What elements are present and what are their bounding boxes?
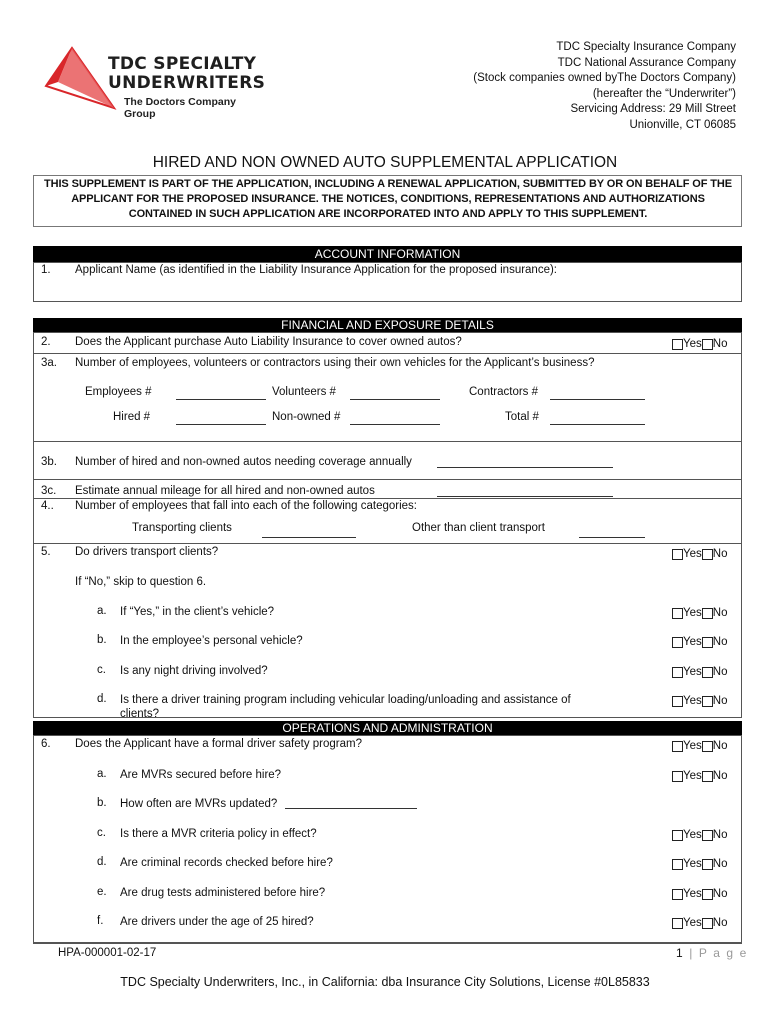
nonowned-label: Non-owned #	[272, 411, 341, 423]
q6b-text: How often are MVRs updated?	[120, 798, 278, 810]
notice-text: THIS SUPPLEMENT IS PART OF THE APPLICATION, INCLUDING A RENEWAL APPLICATION, SUBMITTED BY OR ON BEHALF OF THE APPLICANT FOR THE PROPOSED INSURANCE. THE NOTICES, CONDITIONS, REPRESENTATIONS AND AUTHORIZATIONS CONTAINED IN SUCH APPLICATION ARE INCORPORATED INTO AND APPLY TO THIS SUPPLEMENT.	[43, 178, 733, 220]
no-checkbox[interactable]	[702, 830, 713, 841]
yes-checkbox[interactable]	[672, 859, 683, 870]
total-label: Total #	[505, 411, 539, 423]
address-line: Servicing Address: 29 Mill Street	[570, 103, 736, 116]
q6a-yes-no: Yes No	[672, 770, 727, 782]
q5-yes-no: Yes No	[672, 548, 727, 560]
page-indicator	[676, 946, 748, 960]
logo-line2: UNDERWRITERS	[108, 73, 266, 93]
sub-letter: a.	[97, 768, 107, 780]
sub-letter: d.	[97, 693, 107, 705]
q5d-text: Is there a driver training program including vehicular loading/unloading and assistance of clients?	[120, 694, 571, 720]
q6b-field[interactable]	[285, 808, 417, 809]
q5a-yes-no: Yes No	[672, 607, 727, 619]
q3b-field[interactable]	[437, 467, 613, 468]
yes-checkbox[interactable]	[672, 696, 683, 707]
no-checkbox[interactable]	[702, 741, 713, 752]
q5-text: Do drivers transport clients?	[75, 546, 219, 558]
question-number: 5.	[41, 546, 51, 558]
no-checkbox[interactable]	[702, 771, 713, 782]
divider	[33, 479, 742, 480]
no-checkbox[interactable]	[702, 549, 713, 560]
yes-checkbox[interactable]	[672, 339, 683, 350]
question-number: 1.	[41, 264, 51, 276]
q5c-text: Is any night driving involved?	[120, 665, 268, 677]
page-title: HIRED AND NON OWNED AUTO SUPPLEMENTAL APPLICATION	[152, 154, 618, 171]
sub-letter: b.	[97, 797, 107, 809]
sub-letter: c.	[97, 827, 106, 839]
sub-letter: c.	[97, 664, 106, 676]
no-checkbox[interactable]	[702, 339, 713, 350]
no-checkbox[interactable]	[702, 667, 713, 678]
yes-checkbox[interactable]	[672, 637, 683, 648]
logo-line1: TDC SPECIALTY	[108, 54, 257, 74]
yes-checkbox[interactable]	[672, 667, 683, 678]
no-checkbox[interactable]	[702, 889, 713, 900]
logo-line3: The Doctors Company Group	[124, 96, 237, 120]
divider	[33, 441, 742, 442]
q6c-text: Is there a MVR criteria policy in effect?	[120, 828, 317, 840]
employees-label: Employees #	[85, 386, 152, 398]
contractors-field[interactable]	[550, 399, 645, 400]
q5b-text: In the employee’s personal vehicle?	[120, 635, 303, 647]
q3c-text: Estimate annual mileage for all hired and non-owned autos	[75, 485, 375, 497]
sub-letter: a.	[97, 605, 107, 617]
transporting-field[interactable]	[262, 537, 356, 538]
yes-checkbox[interactable]	[672, 830, 683, 841]
volunteers-field[interactable]	[350, 399, 440, 400]
address-line: (hereafter the “Underwriter”)	[592, 87, 736, 100]
q6-yes-no: Yes No	[672, 740, 727, 752]
yes-checkbox[interactable]	[672, 549, 683, 560]
question-number: 4..	[41, 500, 54, 512]
yes-checkbox[interactable]	[672, 889, 683, 900]
q5a-text: If “Yes,” in the client’s vehicle?	[120, 606, 275, 618]
q6c-yes-no: Yes No	[672, 829, 727, 841]
q3b-text: Number of hired and non-owned autos needing coverage annually	[75, 456, 412, 468]
form-code: HPA-000001-02-17	[58, 947, 157, 959]
contractors-label: Contractors #	[469, 386, 539, 398]
address-line: TDC Specialty Insurance Company	[556, 41, 736, 53]
yes-checkbox[interactable]	[672, 918, 683, 929]
applicant-name-label: Applicant Name (as identified in the Liability Insurance Application for the proposed insurance):	[75, 264, 558, 276]
q4-text: Number of employees that fall into each of the following categories:	[75, 500, 417, 512]
no-checkbox[interactable]	[702, 696, 713, 707]
q5c-yes-no: Yes No	[672, 666, 727, 678]
divider	[33, 353, 742, 354]
total-field[interactable]	[550, 424, 645, 425]
question-number: 6.	[41, 738, 51, 750]
question-number: 3b.	[41, 456, 57, 468]
q6e-yes-no: Yes No	[672, 888, 727, 900]
sub-letter: d.	[97, 856, 107, 868]
q6d-text: Are criminal records checked before hire?	[120, 857, 333, 869]
q6d-yes-no: Yes No	[672, 858, 727, 870]
address-line: TDC National Assurance Company	[557, 56, 736, 69]
company-logo	[44, 46, 266, 120]
sub-letter: f.	[97, 915, 104, 927]
q5-skip-note: If “No,” skip to question 6.	[75, 576, 207, 588]
transporting-label: Transporting clients	[132, 522, 232, 534]
q2-text: Does the Applicant purchase Auto Liability Insurance to cover owned autos?	[75, 336, 462, 348]
volunteers-label: Volunteers #	[272, 386, 336, 398]
yes-checkbox[interactable]	[672, 741, 683, 752]
yes-checkbox[interactable]	[672, 608, 683, 619]
nonowned-field[interactable]	[350, 424, 440, 425]
q6f-text: Are drivers under the age of 25 hired?	[120, 916, 314, 928]
q6-text: Does the Applicant have a formal driver safety program?	[75, 738, 363, 750]
sub-letter: b.	[97, 634, 107, 646]
other-field[interactable]	[579, 537, 645, 538]
hired-label: Hired #	[113, 411, 151, 423]
page-label: | P a g e	[689, 946, 748, 960]
no-checkbox[interactable]	[702, 608, 713, 619]
q5d-yes-no: Yes No	[672, 695, 727, 707]
q3a-text: Number of employees, volunteers or contractors using their own vehicles for the Applicant’s business?	[75, 357, 595, 369]
address-line: (Stock companies owned byThe Doctors Company)	[473, 72, 736, 85]
q2-yes-no: Yes No	[672, 338, 727, 350]
q6e-text: Are drug tests administered before hire?	[120, 887, 326, 899]
question-number: 3c.	[41, 485, 57, 497]
applicant-name-field[interactable]	[75, 280, 735, 298]
footer-divider	[33, 943, 742, 944]
other-label: Other than client transport	[412, 522, 545, 534]
yes-checkbox[interactable]	[672, 771, 683, 782]
address-block	[473, 40, 736, 134]
page-number: 1	[676, 946, 685, 960]
divider	[33, 543, 742, 544]
question-number: 3a.	[41, 357, 57, 369]
q5b-yes-no: Yes No	[672, 636, 727, 648]
section-header-financial: FINANCIAL AND EXPOSURE DETAILS	[33, 318, 742, 332]
hired-field[interactable]	[176, 424, 266, 425]
logo-triangle-icon	[44, 46, 118, 110]
no-checkbox[interactable]	[702, 637, 713, 648]
section-header-account: ACCOUNT INFORMATION	[33, 246, 742, 262]
q3c-field[interactable]	[437, 496, 613, 497]
address-line: Unionville, CT 06085	[629, 118, 736, 131]
employees-field[interactable]	[176, 399, 266, 400]
q6a-text: Are MVRs secured before hire?	[120, 769, 282, 781]
section-header-operations: OPERATIONS AND ADMINISTRATION	[33, 721, 742, 735]
question-number: 2.	[41, 336, 51, 348]
license-footer: TDC Specialty Underwriters, Inc., in California: dba Insurance City Solutions, License #0L85833	[120, 975, 650, 989]
q6f-yes-no: Yes No	[672, 917, 727, 929]
no-checkbox[interactable]	[702, 918, 713, 929]
divider	[33, 498, 742, 499]
sub-letter: e.	[97, 886, 107, 898]
no-checkbox[interactable]	[702, 859, 713, 870]
